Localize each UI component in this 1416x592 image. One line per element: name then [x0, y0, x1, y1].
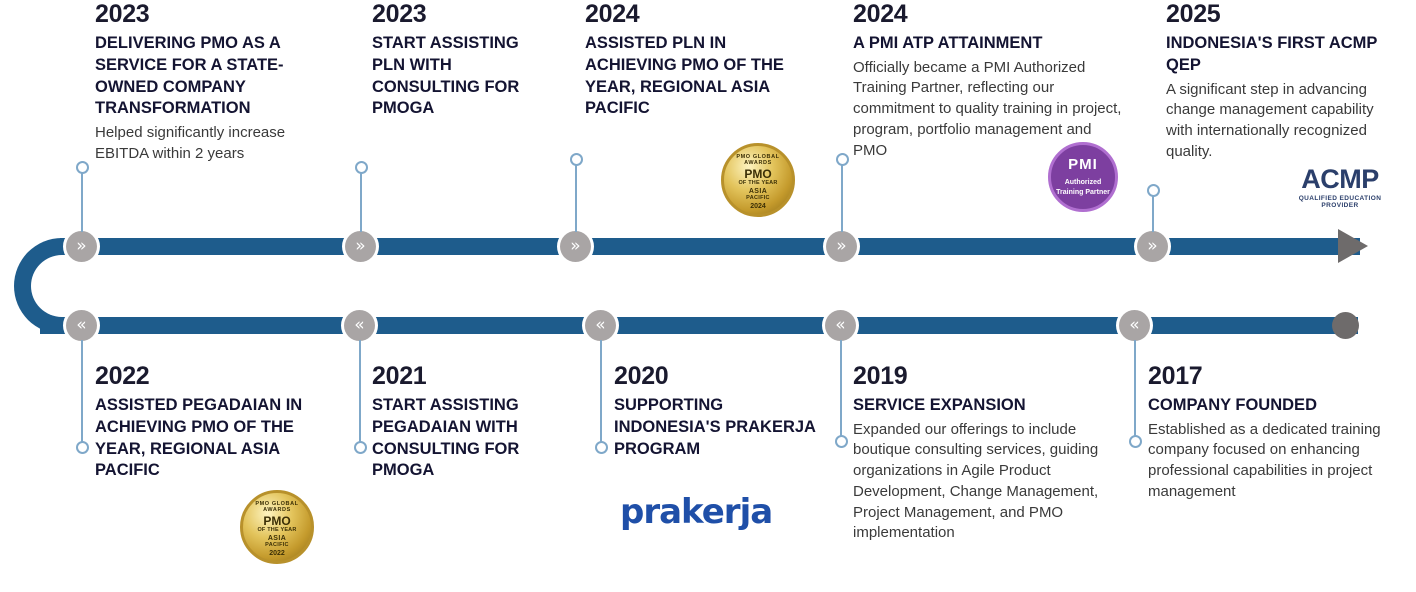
event-year: 2024	[585, 0, 640, 28]
stem-bottom-1	[81, 340, 83, 446]
event-description: Expanded our offerings to include boutique consulting services, guiding organizations in Agile Product Development, Change Management, Project Management, and PMO implementation	[853, 420, 1099, 542]
stem-dot-bottom-5	[1129, 435, 1142, 448]
event-year: 2023	[372, 0, 427, 28]
badge-line-1: PMO GLOBAL AWARDS	[255, 501, 299, 513]
stem-dot-top-2	[355, 161, 368, 174]
event-description: A significant step in advancing change management capability with internationally recognized quality.	[1166, 80, 1374, 160]
event-bottom-3	[614, 362, 834, 462]
timeline-node-bottom-2[interactable]: «	[344, 310, 375, 341]
event-year: 2020	[614, 362, 669, 390]
timeline-arrow-icon	[1338, 229, 1368, 263]
timeline-node-bottom-5[interactable]: «	[1119, 310, 1150, 341]
event-year: 2024	[853, 0, 908, 28]
pmo-of-the-year-2022-badge	[240, 490, 314, 564]
badge-line-5: PACIFIC	[746, 195, 770, 201]
event-headline: COMPANY FOUNDED	[1148, 396, 1317, 414]
badge-line-2: PROVIDER	[1321, 202, 1359, 209]
event-headline: DELIVERING PMO AS A SERVICE FOR A STATE-OWNED COMPANY TRANSFORMATION	[95, 34, 284, 118]
event-year: 2023	[95, 0, 150, 28]
badge-line-2: Training Partner	[1056, 188, 1110, 196]
badge-line-4: ASIA	[748, 188, 768, 195]
stem-top-4	[841, 160, 843, 232]
stem-bottom-4	[840, 340, 842, 440]
event-headline: START ASSISTING PLN WITH CONSULTING FOR PMOGA	[372, 34, 520, 118]
stem-dot-top-1	[76, 161, 89, 174]
badge-line-1: Authorized	[1064, 179, 1102, 186]
badge-mark: ACMP	[1301, 164, 1379, 194]
prakerja-logo	[620, 492, 772, 532]
event-headline: A PMI ATP ATTAINMENT	[853, 34, 1043, 52]
timeline-node-bottom-3[interactable]: «	[585, 310, 616, 341]
event-top-3	[585, 0, 810, 122]
event-headline: START ASSISTING PEGADAIAN WITH CONSULTING FOR PMOGA	[372, 396, 520, 480]
stem-dot-bottom-2	[354, 441, 367, 454]
acmp-qep-badge	[1285, 166, 1395, 209]
badge-line-1: PMO GLOBAL AWARDS	[736, 154, 780, 166]
event-headline: SERVICE EXPANSION	[853, 396, 1026, 414]
event-year: 2019	[853, 362, 908, 390]
timeline-rail-bottom	[40, 317, 1358, 334]
event-top-4	[853, 0, 1128, 161]
timeline-node-bottom-1[interactable]: «	[66, 310, 97, 341]
stem-top-1	[81, 168, 83, 232]
event-year: 2022	[95, 362, 150, 390]
badge-mark: PMI	[1068, 156, 1098, 173]
event-year: 2017	[1148, 362, 1203, 390]
pmo-of-the-year-2024-badge	[721, 143, 795, 217]
timeline-node-top-5[interactable]: »	[1137, 231, 1168, 262]
event-bottom-5	[1148, 362, 1388, 503]
event-year: 2021	[372, 362, 427, 390]
badge-line-3: OF THE YEAR	[257, 527, 297, 533]
stem-bottom-3	[600, 340, 602, 446]
badge-line-4: ASIA	[267, 535, 287, 542]
badge-line-3: OF THE YEAR	[738, 180, 778, 186]
timeline-node-top-4[interactable]: »	[826, 231, 857, 262]
stem-dot-bottom-4	[835, 435, 848, 448]
stem-dot-top-4	[836, 153, 849, 166]
event-top-1	[95, 0, 335, 164]
event-description: Established as a dedicated training company focused on enhancing professional capabilities in project management	[1148, 420, 1381, 500]
stem-dot-top-5	[1147, 184, 1160, 197]
pmi-authorized-training-partner-badge	[1048, 142, 1118, 212]
event-bottom-1	[95, 362, 325, 484]
event-top-2	[372, 0, 547, 122]
timeline-end-dot-icon	[1332, 312, 1359, 339]
stem-top-2	[360, 168, 362, 232]
event-top-5	[1166, 0, 1404, 162]
event-bottom-2	[372, 362, 572, 484]
stem-bottom-2	[359, 340, 361, 446]
event-bottom-4	[853, 362, 1118, 544]
timeline-node-top-2[interactable]: »	[345, 231, 376, 262]
badge-line-1: QUALIFIED EDUCATION	[1298, 195, 1382, 202]
badge-line-6: 2022	[269, 550, 285, 557]
event-headline: SUPPORTING INDONESIA'S PRAKERJA PROGRAM	[614, 396, 816, 458]
event-description: Officially became a PMI Authorized Training Partner, reflecting our commitment to quality training in project, program, portfolio management and PMO	[853, 58, 1122, 159]
badge-line-2: PMO	[744, 167, 772, 181]
badge-line-6: 2024	[750, 203, 766, 210]
event-headline: ASSISTED PEGADAIAN IN ACHIEVING PMO OF THE YEAR, REGIONAL ASIA PACIFIC	[95, 396, 303, 480]
badge-line-5: PACIFIC	[265, 542, 289, 548]
prakerja-wordmark: prakerja	[620, 492, 773, 532]
timeline-node-top-1[interactable]: »	[66, 231, 97, 262]
stem-dot-bottom-3	[595, 441, 608, 454]
event-headline: INDONESIA'S FIRST ACMP QEP	[1166, 34, 1378, 74]
stem-top-3	[575, 160, 577, 232]
timeline-node-bottom-4[interactable]: «	[825, 310, 856, 341]
badge-line-2: PMO	[263, 514, 291, 528]
event-year: 2025	[1166, 0, 1221, 28]
timeline-node-top-3[interactable]: »	[560, 231, 591, 262]
event-description: Helped significantly increase EBITDA within 2 years	[95, 124, 286, 162]
stem-dot-top-3	[570, 153, 583, 166]
stem-bottom-5	[1134, 340, 1136, 440]
event-headline: ASSISTED PLN IN ACHIEVING PMO OF THE YEAR, REGIONAL ASIA PACIFIC	[585, 34, 784, 118]
stem-dot-bottom-1	[76, 441, 89, 454]
